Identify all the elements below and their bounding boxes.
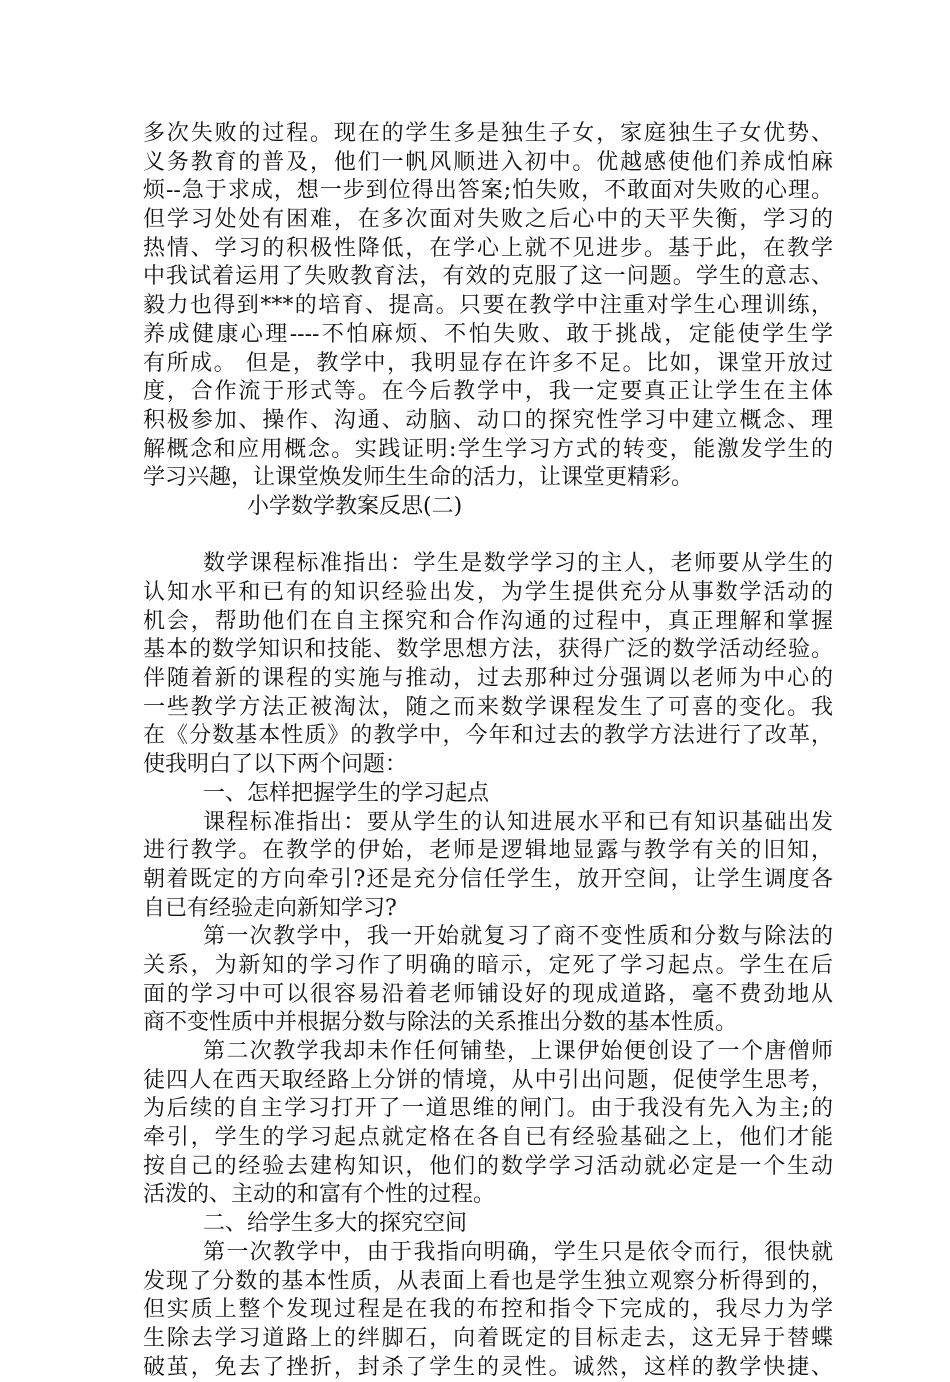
document-body — [143, 120, 833, 1382]
text-line: 第二次教学我却未作任何铺垫，上课伊始便创设了一个唐僧师 — [203, 1039, 833, 1064]
text-line: 面的学习中可以很容易沿着老师铺设好的现成道路，毫不费劲地从 — [143, 981, 833, 1007]
text-line: 烦--急于求成，想一步到位得出答案;怕失败，不敢面对失败的心理。 — [143, 178, 833, 204]
text-line: 养成健康心理----不怕麻烦、不怕失败、敢于挑战，定能使学生学 — [143, 321, 833, 347]
paragraph-second-teaching — [143, 1038, 833, 1210]
text-line: 关系，为新知的学习作了明确的暗示，定死了学习起点。学生在后 — [143, 952, 833, 978]
section-title: 小学数学教案反思(二) — [247, 493, 463, 519]
text-line: 有所成。 但是，教学中，我明显存在许多不足。比如，课堂开放过 — [143, 350, 833, 376]
text-line: 在《分数基本性质》的教学中，今年和过去的教学方法进行了改革， — [143, 723, 833, 749]
paragraph-intro — [143, 550, 833, 780]
text-line: 但实质上整个发现过程是在我的布控和指令下完成的，我尽力为学 — [143, 1297, 833, 1323]
text-line: 活泼的、主动的和富有个性的过程。 — [143, 1182, 496, 1208]
text-line: 热情、学习的积极性降低，在学心上就不见进步。基于此，在教学 — [143, 235, 833, 261]
text-line: 学习兴趣，让课堂焕发师生生命的活力，让课堂更精彩。 — [143, 465, 694, 491]
text-line: 义务教育的普及，他们一帆风顺进入初中。优越感使他们养成怕麻 — [143, 149, 833, 175]
text-line: 数学课程标准指出：学生是数学学习的主人，老师要从学生的 — [203, 551, 833, 577]
text-line: 使我明白了以下两个问题： — [143, 752, 408, 778]
text-line: 徒四人在西天取经路上分饼的情境，从中引出问题，促使学生思考， — [143, 1067, 833, 1093]
text-line: 生除去学习道路上的绊脚石，向着既定的目标走去，这无异于替蝶 — [143, 1325, 833, 1351]
text-line: 第一次教学中，我一开始就复习了商不变性质和分数与除法的 — [203, 924, 833, 950]
text-line: 为后续的自主学习打开了一道思维的闸门。由于我没有先入为主;的 — [143, 1096, 833, 1122]
text-line: 破茧，免去了挫折，封杀了学生的灵性。诚然，这样的教学快捷、 — [143, 1354, 833, 1380]
text-line: 课程标准指出：要从学生的认知进展水平和已有知识基础出发 — [203, 809, 833, 835]
text-line: 解概念和应用概念。实践证明:学生学习方式的转变，能激发学生的 — [143, 436, 833, 462]
text-line: 伴随着新的课程的实施与推动，过去那种过分强调以老师为中心的 — [143, 666, 833, 692]
section-heading: 一、怎样把握学生的学习起点 — [203, 780, 490, 806]
text-line: 自已有经验走向新知学习? — [143, 895, 397, 921]
text-line: 中我试着运用了失败教育法，有效的克服了这一问题。学生的意志、 — [143, 264, 833, 290]
text-line: 度，合作流于形式等。在今后教学中，我一定要真正让学生在主体 — [143, 379, 833, 405]
paragraph-first-teaching — [143, 923, 833, 1038]
text-line: 认知水平和已有的知识经验出发，为学生提供充分从事数学活动的 — [143, 580, 833, 605]
paragraph-failure-education — [143, 120, 833, 493]
text-line: 第一次教学中，由于我指向明确，学生只是依令而行，很快就 — [203, 1239, 833, 1265]
blank-line — [143, 522, 833, 551]
text-line: 基本的数学知识和技能、数学思想方法，获得广泛的数学活动经验。 — [143, 637, 833, 663]
text-line: 进行教学。在教学的伊始，老师是逻辑地显露与教学有关的旧知， — [143, 838, 833, 864]
paragraph-standard — [143, 809, 833, 924]
text-line: 按自己的经验去建构知识，他们的数学学习活动就必定是一个生动 — [143, 1153, 833, 1179]
paragraph-exploration-space — [143, 1239, 833, 1382]
text-line: 发现了分数的基本性质，从表面上看也是学生独立观察分析得到的， — [143, 1268, 833, 1294]
text-line: 牵引，学生的学习起点就定格在各自已有经验基础之上，他们才能 — [143, 1125, 833, 1151]
section-heading: 二、给学生多大的探究空间 — [203, 1211, 468, 1237]
text-line: 但学习处处有困难，在多次面对失败之后心中的天平失衡，学习的 — [143, 207, 833, 233]
text-line: 商不变性质中并根据分数与除法的关系推出分数的基本性质。 — [143, 1010, 738, 1036]
text-line: 毅力也得到***的培育、提高。只要在教学中注重对学生心理训练， — [143, 293, 833, 319]
text-line: 多次失败的过程。现在的学生多是独生子女，家庭独生子女优势、 — [143, 121, 833, 146]
text-line: 机会，帮助他们在自主探究和合作沟通的过程中，真正理解和掌握 — [143, 608, 833, 634]
text-line: 朝着既定的方向牵引?还是充分信任学生，放开空间，让学生调度各 — [143, 866, 833, 892]
text-line: 积极参加、操作、沟通、动脑、动口的探究性学习中建立概念、理 — [143, 407, 833, 433]
text-line: 一些教学方法正被淘汰，随之而来数学课程发生了可喜的变化。我 — [143, 694, 833, 720]
